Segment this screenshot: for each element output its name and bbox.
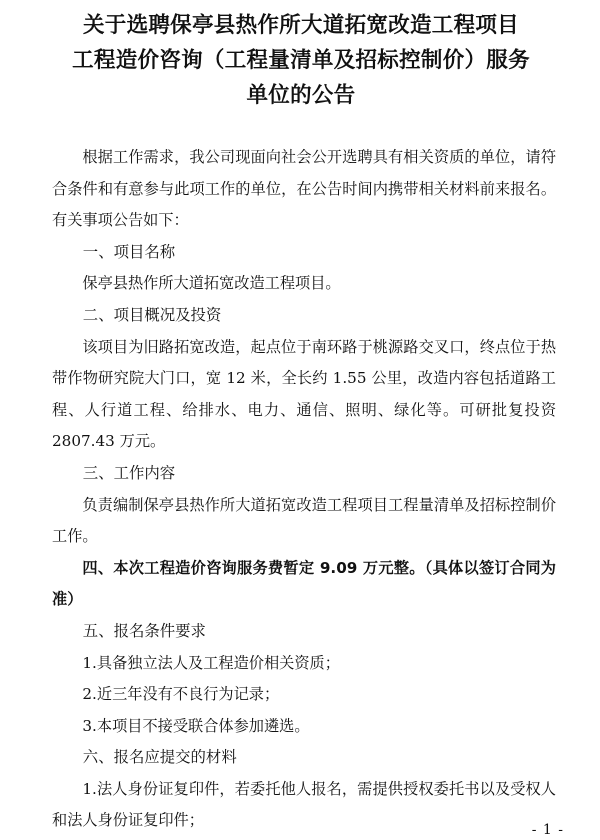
section-6-item-1: 1.法人身份证复印件，若委托他人报名，需提供授权委托书以及受权人和法人身份证复印件； bbox=[52, 779, 556, 830]
section-6-heading: 六、报名应提交的材料 bbox=[82, 748, 237, 767]
section-1-heading: 一、项目名称 bbox=[82, 242, 176, 261]
document-title bbox=[20, 8, 582, 113]
page-number: - 1 - bbox=[531, 822, 564, 838]
section-5-item-2: 2.近三年没有不良行为记录； bbox=[82, 685, 280, 704]
title-line-3: 单位的公告 bbox=[246, 83, 356, 108]
section-2-text: 该项目为旧路拓宽改造，起点位于南环路于桃源路交叉口，终点位于热带作物研究院大门口，宽 12 米，全长约 1.55 公里，改造内容包括道路工程、人行道工程、给排水、电力、通信、照明、绿化等。可研批复投资 2807.43 万元。 bbox=[52, 337, 556, 451]
section-3-heading: 三、工作内容 bbox=[82, 463, 176, 482]
title-line-1: 关于选聘保亭县热作所大道拓宽改造工程项目 bbox=[82, 13, 519, 38]
section-2-heading: 二、项目概况及投资 bbox=[82, 305, 222, 324]
section-5-item-1: 1.具备独立法人及工程造价相关资质； bbox=[82, 653, 340, 672]
section-5-item-3: 3.本项目不接受联合体参加遴选。 bbox=[82, 716, 310, 735]
section-3-text: 负责编制保亭县热作所大道拓宽改造工程项目工程量清单及招标控制价工作。 bbox=[52, 495, 556, 546]
section-4-heading: 四、本次工程造价咨询服务费暂定 9.09 万元整。（具体以签订合同为准） bbox=[52, 558, 556, 609]
intro-paragraph: 根据工作需求，我公司现面向社会公开选聘具有相关资质的单位，请符合条件和有意参与此项工作的单位，在公告时间内携带相关材料前来报名。有关事项公告如下： bbox=[52, 148, 556, 230]
title-line-2: 工程造价咨询（工程量清单及招标控制价）服务 bbox=[72, 48, 530, 73]
document-body bbox=[52, 142, 556, 837]
section-5-heading: 五、报名条件要求 bbox=[82, 621, 206, 640]
section-1-text: 保亭县热作所大道拓宽改造工程项目。 bbox=[82, 274, 341, 293]
